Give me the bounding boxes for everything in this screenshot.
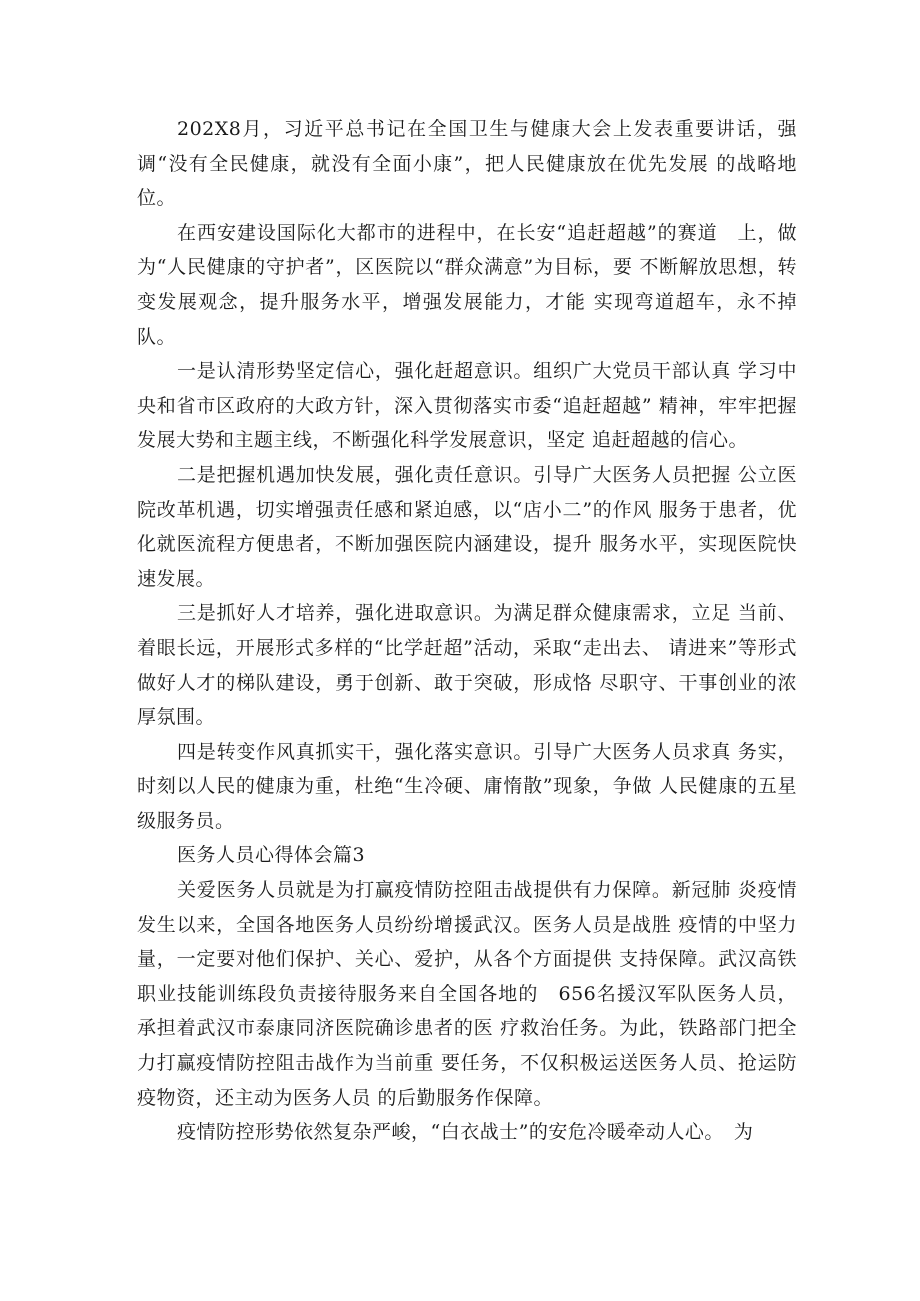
paragraph-point-four: 四是转变作风真抓实干，强化落实意识。引导广大医务人员求真 务实，时刻以人民的健康为重，杜绝“生冷硬、庸惰散”现象，争做 人民健康的五星级服务员。 xyxy=(137,740,797,832)
paragraph-health-conference: 202X8月，习近平总书记在全国卫生与健康大会上发表重要讲话，强调“没有全民健康，就没有全面小康”，把人民健康放在优先发展 的战略地位。 xyxy=(137,118,797,210)
section-heading: 医务人员心得体会篇3 xyxy=(177,844,366,867)
paragraph-epidemic-situation: 疫情防控形势依然复杂严峻，“白衣战士”的安危冷暖牵动人心。 为 xyxy=(177,1121,754,1144)
paragraph-point-two: 二是把握机遇加快发展，强化责任意识。引导广大医务人员把握 公立医院改革机遇，切实增强责任感和紧迫感，以“店小二”的作风 服务于患者，优化就医流程方便患者，不断加强医院内涵建设，提升 服务水平，实现医院快速发展。 xyxy=(137,463,797,590)
paragraph-point-one: 一是认清形势坚定信心，强化赶超意识。组织广大党员干部认真 学习中央和省市区政府的大政方针，深入贯彻落实市委“追赶超越” 精神，牢牢把握发展大势和主题主线，不断强化科学发展意识，坚定 追赶超越的信心。 xyxy=(137,360,797,452)
document-page xyxy=(137,112,797,1150)
paragraph-point-three: 三是抓好人才培养，强化进取意识。为满足群众健康需求，立足 当前、着眼长远，开展形式多样的“比学赶超”活动，采取“走出去、 请进来”等形式做好人才的梯队建设，勇于创新、敢于突破，形成恪 尽职守、干事创业的浓厚氛围。 xyxy=(137,602,797,729)
paragraph-xian-development: 在西安建设国际化大都市的进程中，在长安“追赶超越”的赛道 上，做为“人民健康的守护者”，区医院以“群众满意”为目标，要 不断解放思想，转变发展观念，提升服务水平，增强发展能力，才能 实现弯道超车，永不掉队。 xyxy=(137,221,797,348)
paragraph-medical-care: 关爱医务人员就是为打赢疫情防控阻击战提供有力保障。新冠肺 炎疫情发生以来，全国各地医务人员纷纷增援武汉。医务人员是战胜 疫情的中坚力量，一定要对他们保护、关心、爱护，从各个方面提供 支持保障。武汉高铁职业技能训练段负责接待服务来自全国各地的 656名援汉军队医务人员，承担着武汉市泰康同济医院确诊患者的医 疗救治任务。为此，铁路部门把全力打赢疫情防控阻击战作为当前重 要任务，不仅积极运送医务人员、抢运防疫物资，还主动为医务人员 的后勤服务作保障。 xyxy=(137,879,797,1109)
